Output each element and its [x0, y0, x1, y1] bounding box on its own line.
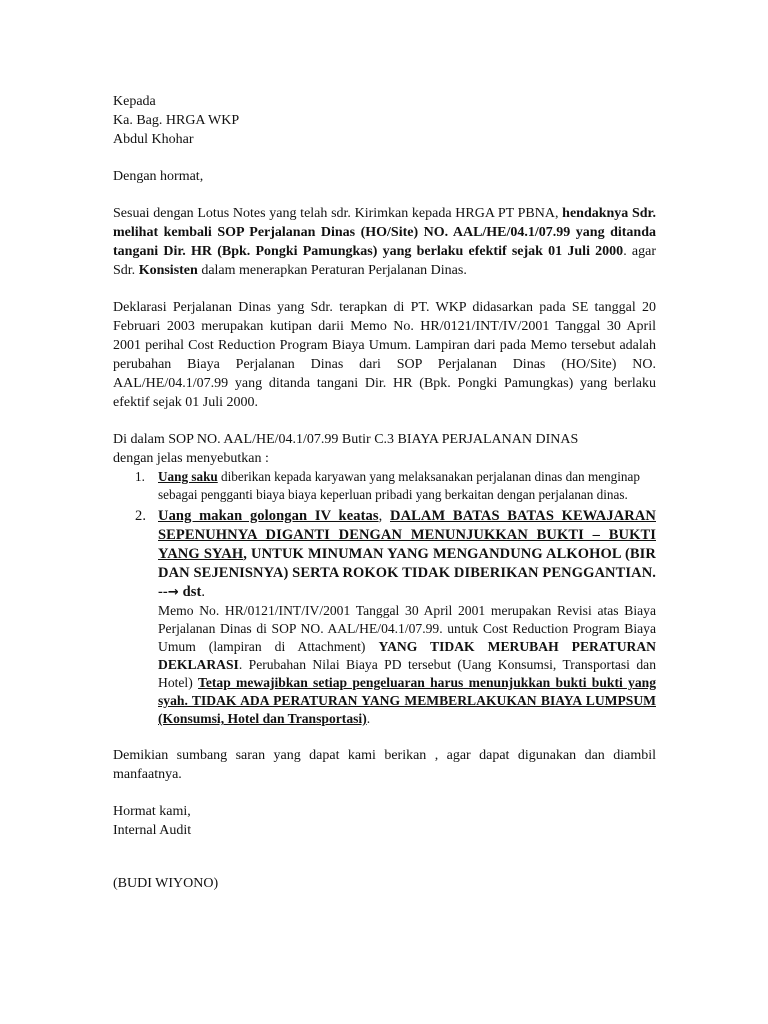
list-item	[113, 507, 656, 728]
list-number: 1.	[135, 469, 145, 484]
paragraph-lotus-notes	[113, 204, 656, 280]
list-item	[113, 468, 656, 504]
list-number: 2.	[135, 508, 147, 524]
memo-text-3: .	[366, 711, 371, 726]
memo-bold-underline: Tetap mewajibkan setiap pengeluaran harus menunjukkan bukti bukti yang syah. TIDAK ADA PERATURAN YANG MEMBERLAKUKAN BIAYA LUMPSUM (Konsumsi, Hotel dan Transportasi)	[158, 675, 656, 726]
para1-text-2: . agar Sdr.	[113, 244, 656, 278]
item2-comma: ,	[378, 508, 390, 524]
paragraph-deklarasi: Deklarasi Perjalanan Dinas yang Sdr. terapkan di PT. WKP didasarkan pada SE tanggal 20 Februari 2003 merupakan kutipan darii Memo No. HR/0121/INT/IV/2001 Tanggal 30 April 2001 perihal Cost Reduction Program Biaya Umum. Lampiran dari pada Memo tersebut adalah perubahan Biaya Perjalanan Dinas dari SOP Perjalanan Dinas (HO/Site) NO. AAL/HE/04.1/07.99 yang ditanda tangani Dir. HR (Bpk. Pongki Pamungkas) yang berlaku efektif sejak 01 Juli 2000.	[113, 300, 656, 410]
sop-list	[113, 468, 656, 728]
item2-caps: DALAM BATAS BATAS KEWAJARAN SEPENUHNYA DIGANTI DENGAN MENUNJUKKAN BUKTI – BUKTI YANG SYAH	[158, 508, 656, 562]
item2-dot: .	[201, 584, 206, 600]
item2-lead: Uang makan golongan IV keatas	[158, 508, 379, 524]
item2-heading	[135, 507, 656, 602]
item2-memo	[158, 602, 656, 728]
item1-lead: Uang saku	[158, 469, 218, 484]
memo-text-1: Memo No. HR/0121/INT/IV/2001 Tanggal 30 April 2001 merupakan Revisi atas Biaya Perjalanan Dinas di SOP NO. AAL/HE/04.1/07.99. untuk Cost Reduction Program Biaya Umum (lampiran di Attachment)	[158, 603, 656, 654]
paragraph-closing: Demikian sumbang saran yang dapat kami berikan , agar dapat digunakan dan diambil manfaatnya.	[113, 748, 656, 782]
memo-bold-1: YANG TIDAK MERUBAH PERATURAN DEKLARASI	[158, 639, 657, 672]
item2-dashes: --	[158, 584, 168, 600]
signature-name: (BUDI WIYONO)	[113, 876, 219, 891]
recipient-name: Abdul Khohar	[113, 132, 194, 147]
para1-text-3: dalam menerapkan Peraturan Perjalanan Dinas.	[197, 263, 467, 278]
recipient-title: Ka. Bag. HRGA WKP	[113, 113, 240, 128]
para1-text: Sesuai dengan Lotus Notes yang telah sdr. Kirimkan kepada HRGA PT PBNA,	[113, 206, 559, 221]
letter-page	[113, 92, 656, 893]
greeting: Dengan hormat,	[113, 169, 204, 184]
signoff-line1: Hormat kami,	[113, 804, 191, 819]
recipient-kepada: Kepada	[113, 94, 156, 109]
para1-bold-konsisten: Konsisten	[138, 263, 198, 278]
sop-intro-line1: Di dalam SOP NO. AAL/HE/04.1/07.99 Butir C.3 BIAYA PERJALANAN DINAS	[113, 432, 579, 447]
sop-intro-line2: dengan jelas menyebutkan :	[113, 451, 269, 466]
para1-bold-sop: hendaknya Sdr. melihat kembali SOP Perjalanan Dinas (HO/Site) NO. AAL/HE/04.1/07.99 yang ditanda tangani Dir. HR (Bpk. Pongki Pamungkas) yang berlaku efektif sejak 01 Juli 2000	[113, 206, 656, 259]
arrow-icon: →	[167, 585, 179, 600]
memo-text-2: . Perubahan Nilai Biaya PD tersebut (Uang Konsumsi, Transportasi dan Hotel)	[158, 657, 656, 690]
item1-text: diberikan kepada karyawan yang melaksanakan perjalanan dinas dan menginap sebagai pengganti biaya biaya keperluan pribadi yang berkaitan dengan perjalanan dinas.	[158, 469, 640, 502]
signoff-line2: Internal Audit	[113, 823, 192, 838]
item2-dst: dst	[178, 584, 202, 600]
item2-caps-2: , UNTUK MINUMAN YANG MENGANDUNG ALKOHOL (BIR DAN SEJENISNYA) SERTA ROKOK TIDAK DIBERIKAN PENGGANTIAN.	[158, 546, 656, 581]
